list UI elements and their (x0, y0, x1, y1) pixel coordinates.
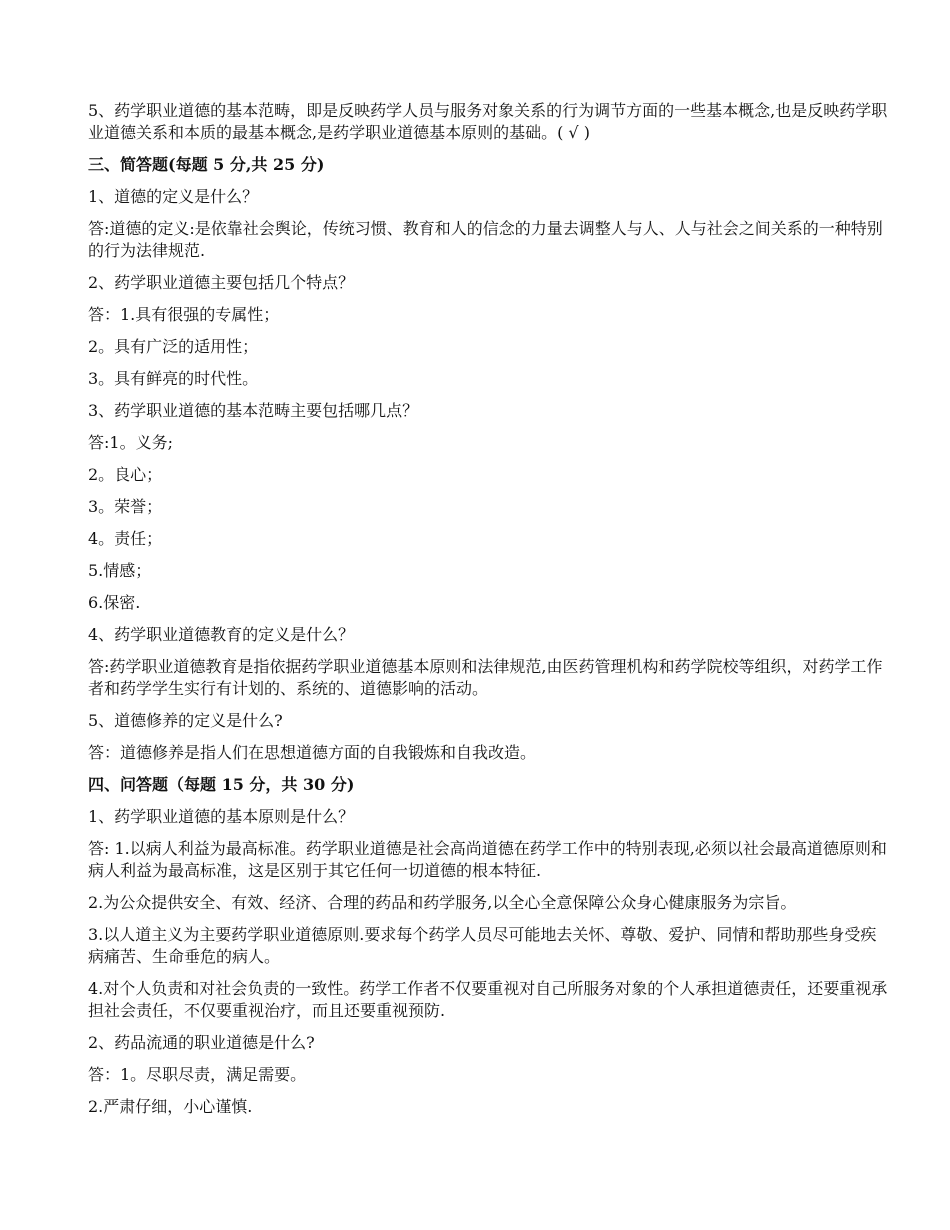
question-4: 4、药学职业道德教育的定义是什么？ (88, 625, 355, 644)
section-heading-short-answer: 三、简答题(每题 5 分,共 25 分) (88, 155, 325, 174)
essay-question-2: 2、药品流通的职业道德是什么? (88, 1033, 315, 1052)
answer-3-item-3: 3。荣誉； (88, 497, 163, 516)
answer-5: 答：道德修养是指人们在思想道德方面的自我锻炼和自我改造。 (88, 743, 537, 762)
question-2: 2、药学职业道德主要包括几个特点？ (88, 273, 355, 292)
essay-answer-2-item-1: 答：1。尽职尽责，满足需要。 (88, 1065, 307, 1084)
section-heading-essay: 四、问答题（每题 15 分，共 30 分) (88, 775, 355, 794)
answer-3-item-5: 5.情感； (88, 561, 152, 580)
essay-answer-2-item-2: 2.严肃仔细，小心谨慎. (88, 1097, 253, 1116)
true-false-item-5: 5、药学职业道德的基本范畴，即是反映药学人员与服务对象关系的行为调节方面的一些基本概念,也是反映药学职业道德关系和本质的最基本概念,是药学职业道德基本原则的基础。( √ ) (88, 101, 888, 142)
essay-answer-1-item-2: 2.为公众提供安全、有效、经济、合理的药品和药学服务,以全心全意保障公众身心健康服务为宗旨。 (88, 893, 797, 912)
answer-3-item-4: 4。责任； (88, 529, 163, 548)
answer-2-item-3: 3。具有鲜亮的时代性。 (88, 369, 259, 388)
answer-3-item-6: 6.保密. (88, 593, 141, 612)
answer-4: 答:药学职业道德教育是指依据药学职业道德基本原则和法律规范,由医药管理机构和药学院校等组织，对药学工作者和药学学生实行有计划的、系统的、道德影响的活动。 (88, 657, 883, 698)
question-1: 1、道德的定义是什么？ (88, 187, 259, 206)
answer-3-item-1: 答:1。义务; (88, 433, 173, 452)
essay-answer-1-item-3: 3.以人道主义为主要药学职业道德原则.要求每个药学人员尽可能地去关怀、尊敬、爱护、同情和帮助那些身受疾病痛苦、生命垂危的病人。 (88, 925, 877, 966)
answer-2-item-1: 答：1.具有很强的专属性； (88, 305, 280, 324)
essay-answer-1-item-4: 4.对个人负责和对社会负责的一致性。药学工作者不仅要重视对自己所服务对象的个人承担道德责任，还要重视承担社会责任，不仅要重视治疗，而且还要重视预防. (88, 979, 888, 1020)
answer-2-item-2: 2。具有广泛的适用性； (88, 337, 259, 356)
essay-answer-1-item-1: 答: 1.以病人利益为最高标准。药学职业道德是社会高尚道德在药学工作中的特别表现,必须以社会最高道德原则和病人利益为最高标准，这是区别于其它任何一切道德的根本特征. (88, 839, 887, 880)
document-page (88, 100, 888, 1128)
question-3: 3、药学职业道德的基本范畴主要包括哪几点？ (88, 401, 419, 420)
answer-1: 答:道德的定义:是依靠社会舆论，传统习惯、教育和人的信念的力量去调整人与人、人与社会之间关系的一种特别的行为法律规范. (88, 219, 883, 260)
essay-question-1: 1、药学职业道德的基本原则是什么？ (88, 807, 355, 826)
answer-3-item-2: 2。良心； (88, 465, 163, 484)
question-5: 5、道德修养的定义是什么? (88, 711, 283, 730)
